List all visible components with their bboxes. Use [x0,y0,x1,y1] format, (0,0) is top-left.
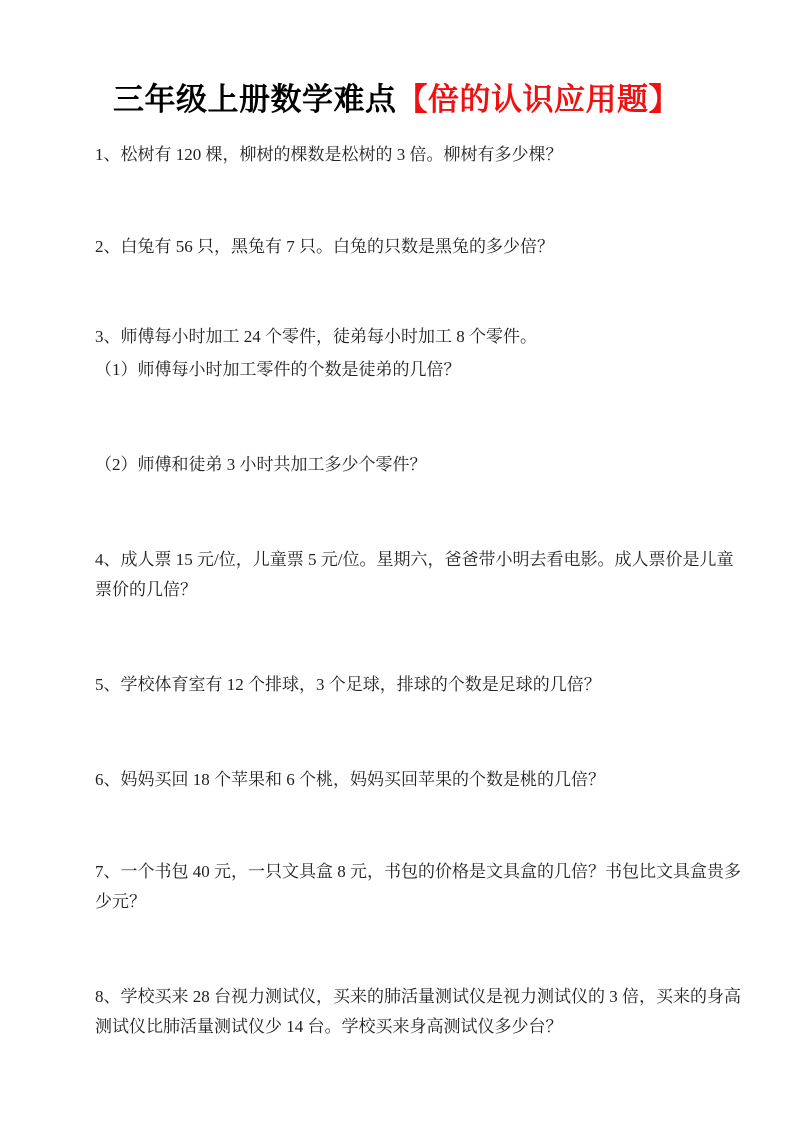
problem-1 [95,140,723,170]
problem-3 [95,322,723,352]
problem-3-subquestion-2-text: （2）师傅和徒弟 3 小时共加工多少个零件？ [95,455,427,474]
problem-4 [95,545,734,605]
problem-7-text-line-1: 7、一个书包 40 元，一只文具盒 8 元，书包的价格是文具盒的几倍？书包比文具盒贵多 [95,862,741,881]
problem-2 [95,232,723,262]
problem-8-text-line-1: 8、学校买来 28 台视力测试仪，买来的肺活量测试仪是视力测试仪的 3 倍，买来的身高 [95,987,741,1006]
problem-7-text-line-2: 少元？ [95,892,146,911]
page-title [0,80,793,120]
problem-1-text: 1、松树有 120 棵，柳树的棵数是松树的 3 倍。柳树有多少棵？ [95,145,563,164]
problem-4-text-line-1: 4、成人票 15 元/位，儿童票 5 元/位。星期六，爸爸带小明去看电影。成人票价是儿童 [95,550,734,569]
problem-8 [95,982,741,1042]
problem-3-subquestion-2 [95,450,723,480]
page-title-black-part: 三年级上册数学难点 [113,82,397,117]
problem-3-text: 3、师傅每小时加工 24 个零件，徒弟每小时加工 8 个零件。 [95,327,537,346]
problem-7 [95,857,741,917]
problem-2-text: 2、白兔有 56 只，黑兔有 7 只。白兔的只数是黑兔的多少倍？ [95,237,554,256]
problem-5 [95,670,723,700]
problem-6-text: 6、妈妈买回 18 个苹果和 6 个桃，妈妈买回苹果的个数是桃的几倍？ [95,770,605,789]
problem-4-text-line-2: 票价的几倍？ [95,580,197,599]
problem-6 [95,765,723,795]
problem-3-subquestion-1-text: （1）师傅每小时加工零件的个数是徒弟的几倍？ [95,360,461,379]
problem-5-text: 5、学校体育室有 12 个排球，3 个足球，排球的个数是足球的几倍？ [95,675,601,694]
page-title-red-part: 【倍的认识应用题】 [396,82,680,117]
problem-3-subquestion-1 [95,355,723,385]
problem-8-text-line-2: 测试仪比肺活量测试仪少 14 台。学校买来身高测试仪多少台？ [95,1017,563,1036]
